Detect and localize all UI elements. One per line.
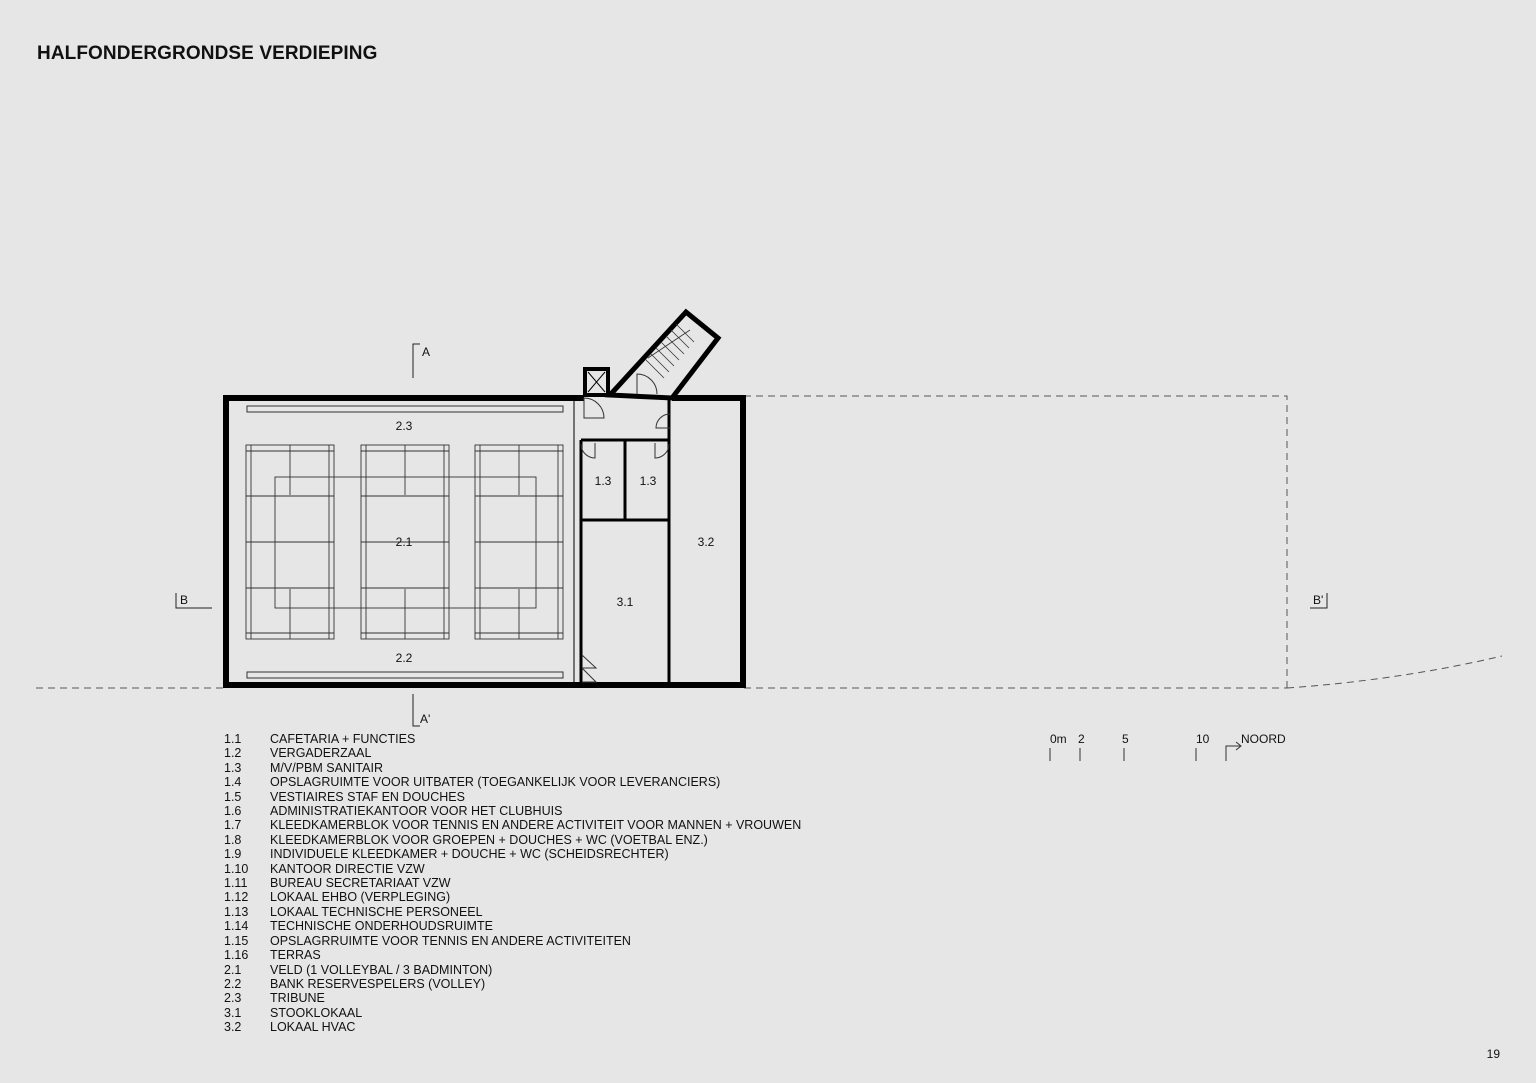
legend-item <box>224 934 801 948</box>
room-label-2-3: 2.3 <box>395 419 413 433</box>
north-label: NOORD <box>1241 732 1286 746</box>
legend-code: 2.2 <box>224 976 242 991</box>
legend-label: KANTOOR DIRECTIE VZW <box>270 861 425 876</box>
legend-code: 1.3 <box>224 760 242 775</box>
legend-item <box>224 804 801 818</box>
legend-item <box>224 790 801 804</box>
legend-label: KLEEDKAMERBLOK VOOR GROEPEN + DOUCHES + WC (VOETBAL ENZ.) <box>270 832 708 847</box>
page-title: HALFONDERGRONDSE VERDIEPING <box>37 43 378 64</box>
legend-item <box>224 948 801 962</box>
legend-label: TERRAS <box>270 948 321 963</box>
legend-label: VERGADERZAAL <box>270 746 372 761</box>
legend-code: 1.5 <box>224 789 242 804</box>
legend-label: LOKAAL HVAC <box>270 1020 356 1035</box>
legend-code: 1.12 <box>224 890 249 905</box>
doors <box>581 374 670 682</box>
legend-code: 1.1 <box>224 732 242 746</box>
section-marker-b: B <box>180 593 189 607</box>
legend-label: STOOKLOKAAL <box>270 1005 363 1020</box>
legend-item <box>224 847 801 861</box>
legend-label: LOKAAL TECHNISCHE PERSONEEL <box>270 904 483 919</box>
legend-code: 1.6 <box>224 804 242 819</box>
legend-item <box>224 963 801 977</box>
scale-5: 5 <box>1122 732 1129 746</box>
legend-label: OPSLAGRRUIMTE VOOR TENNIS EN ANDERE ACTIVITEITEN <box>270 933 631 948</box>
legend-label: TECHNISCHE ONDERHOUDSRUIMTE <box>270 919 493 934</box>
legend-item <box>224 775 801 789</box>
legend-item <box>224 905 801 919</box>
section-marker-a-prime: A' <box>420 712 431 726</box>
legend-label: TRIBUNE <box>270 991 325 1006</box>
legend-item <box>224 919 801 933</box>
scale-bar <box>1050 732 1210 761</box>
room-label-3-1: 3.1 <box>616 595 634 609</box>
legend-code: 2.1 <box>224 962 242 977</box>
legend-label: INDIVIDUELE KLEEDKAMER + DOUCHE + WC (SCHEIDSRECHTER) <box>270 847 669 862</box>
legend-label: OPSLAGRUIMTE VOOR UITBATER (TOEGANKELIJK VOOR LEVERANCIERS) <box>270 775 721 790</box>
legend-code: 3.1 <box>224 1005 242 1020</box>
legend-label: BUREAU SECRETARIAAT VZW <box>270 876 451 891</box>
legend-label: ADMINISTRATIEKANTOOR VOOR HET CLUBHUIS <box>270 804 563 819</box>
room-label-2-2: 2.2 <box>395 651 413 665</box>
room-label-1-3-a: 1.3 <box>594 474 612 488</box>
legend-code: 1.4 <box>224 775 242 790</box>
legend-item <box>224 862 801 876</box>
scale-2: 2 <box>1078 732 1085 746</box>
legend-label: KLEEDKAMERBLOK VOOR TENNIS EN ANDERE ACTIVITEIT VOOR MANNEN + VROUWEN <box>270 818 802 833</box>
legend-item <box>224 833 801 847</box>
legend-item <box>224 890 801 904</box>
scale-10: 10 <box>1196 732 1210 746</box>
north-arrow-icon <box>1226 742 1241 761</box>
legend-code: 1.2 <box>224 746 242 761</box>
legend-code: 1.11 <box>224 876 248 891</box>
legend-code: 1.13 <box>224 904 249 919</box>
section-marker-a: A <box>422 345 431 359</box>
legend-label: LOKAAL EHBO (VERPLEGING) <box>270 890 451 905</box>
legend-label: M/V/PBM SANITAIR <box>270 760 383 775</box>
legend-item <box>224 977 801 991</box>
legend-code: 1.9 <box>224 847 242 862</box>
legend-item <box>224 761 801 775</box>
legend-item <box>224 876 801 890</box>
legend-code: 1.15 <box>224 933 249 948</box>
section-markers <box>176 344 1327 726</box>
room-legend <box>224 732 801 1035</box>
room-label-1-3-b: 1.3 <box>639 474 657 488</box>
room-label-2-1: 2.1 <box>395 535 413 549</box>
legend-code: 2.3 <box>224 991 242 1006</box>
legend-code: 1.16 <box>224 948 249 963</box>
legend-item <box>224 732 801 746</box>
legend-item <box>224 746 801 760</box>
legend-label: VESTIAIRES STAF EN DOUCHES <box>270 789 465 804</box>
legend-item <box>224 991 801 1005</box>
section-marker-b-prime: B' <box>1313 593 1324 607</box>
legend-item <box>224 818 801 832</box>
legend-code: 1.10 <box>224 861 249 876</box>
scale-0: 0m <box>1050 732 1067 746</box>
legend-label: CAFETARIA + FUNCTIES <box>270 732 416 746</box>
legend-label: BANK RESERVESPELERS (VOLLEY) <box>270 976 486 991</box>
legend-item <box>224 1006 801 1020</box>
legend-code: 1.14 <box>224 919 249 934</box>
page-number: 19 <box>1486 1047 1500 1061</box>
legend-code: 3.2 <box>224 1020 242 1035</box>
legend-item <box>224 1020 801 1034</box>
room-label-3-2: 3.2 <box>697 535 715 549</box>
legend-code: 1.8 <box>224 832 242 847</box>
legend-label: VELD (1 VOLLEYBAL / 3 BADMINTON) <box>270 962 493 977</box>
legend-code: 1.7 <box>224 818 242 833</box>
